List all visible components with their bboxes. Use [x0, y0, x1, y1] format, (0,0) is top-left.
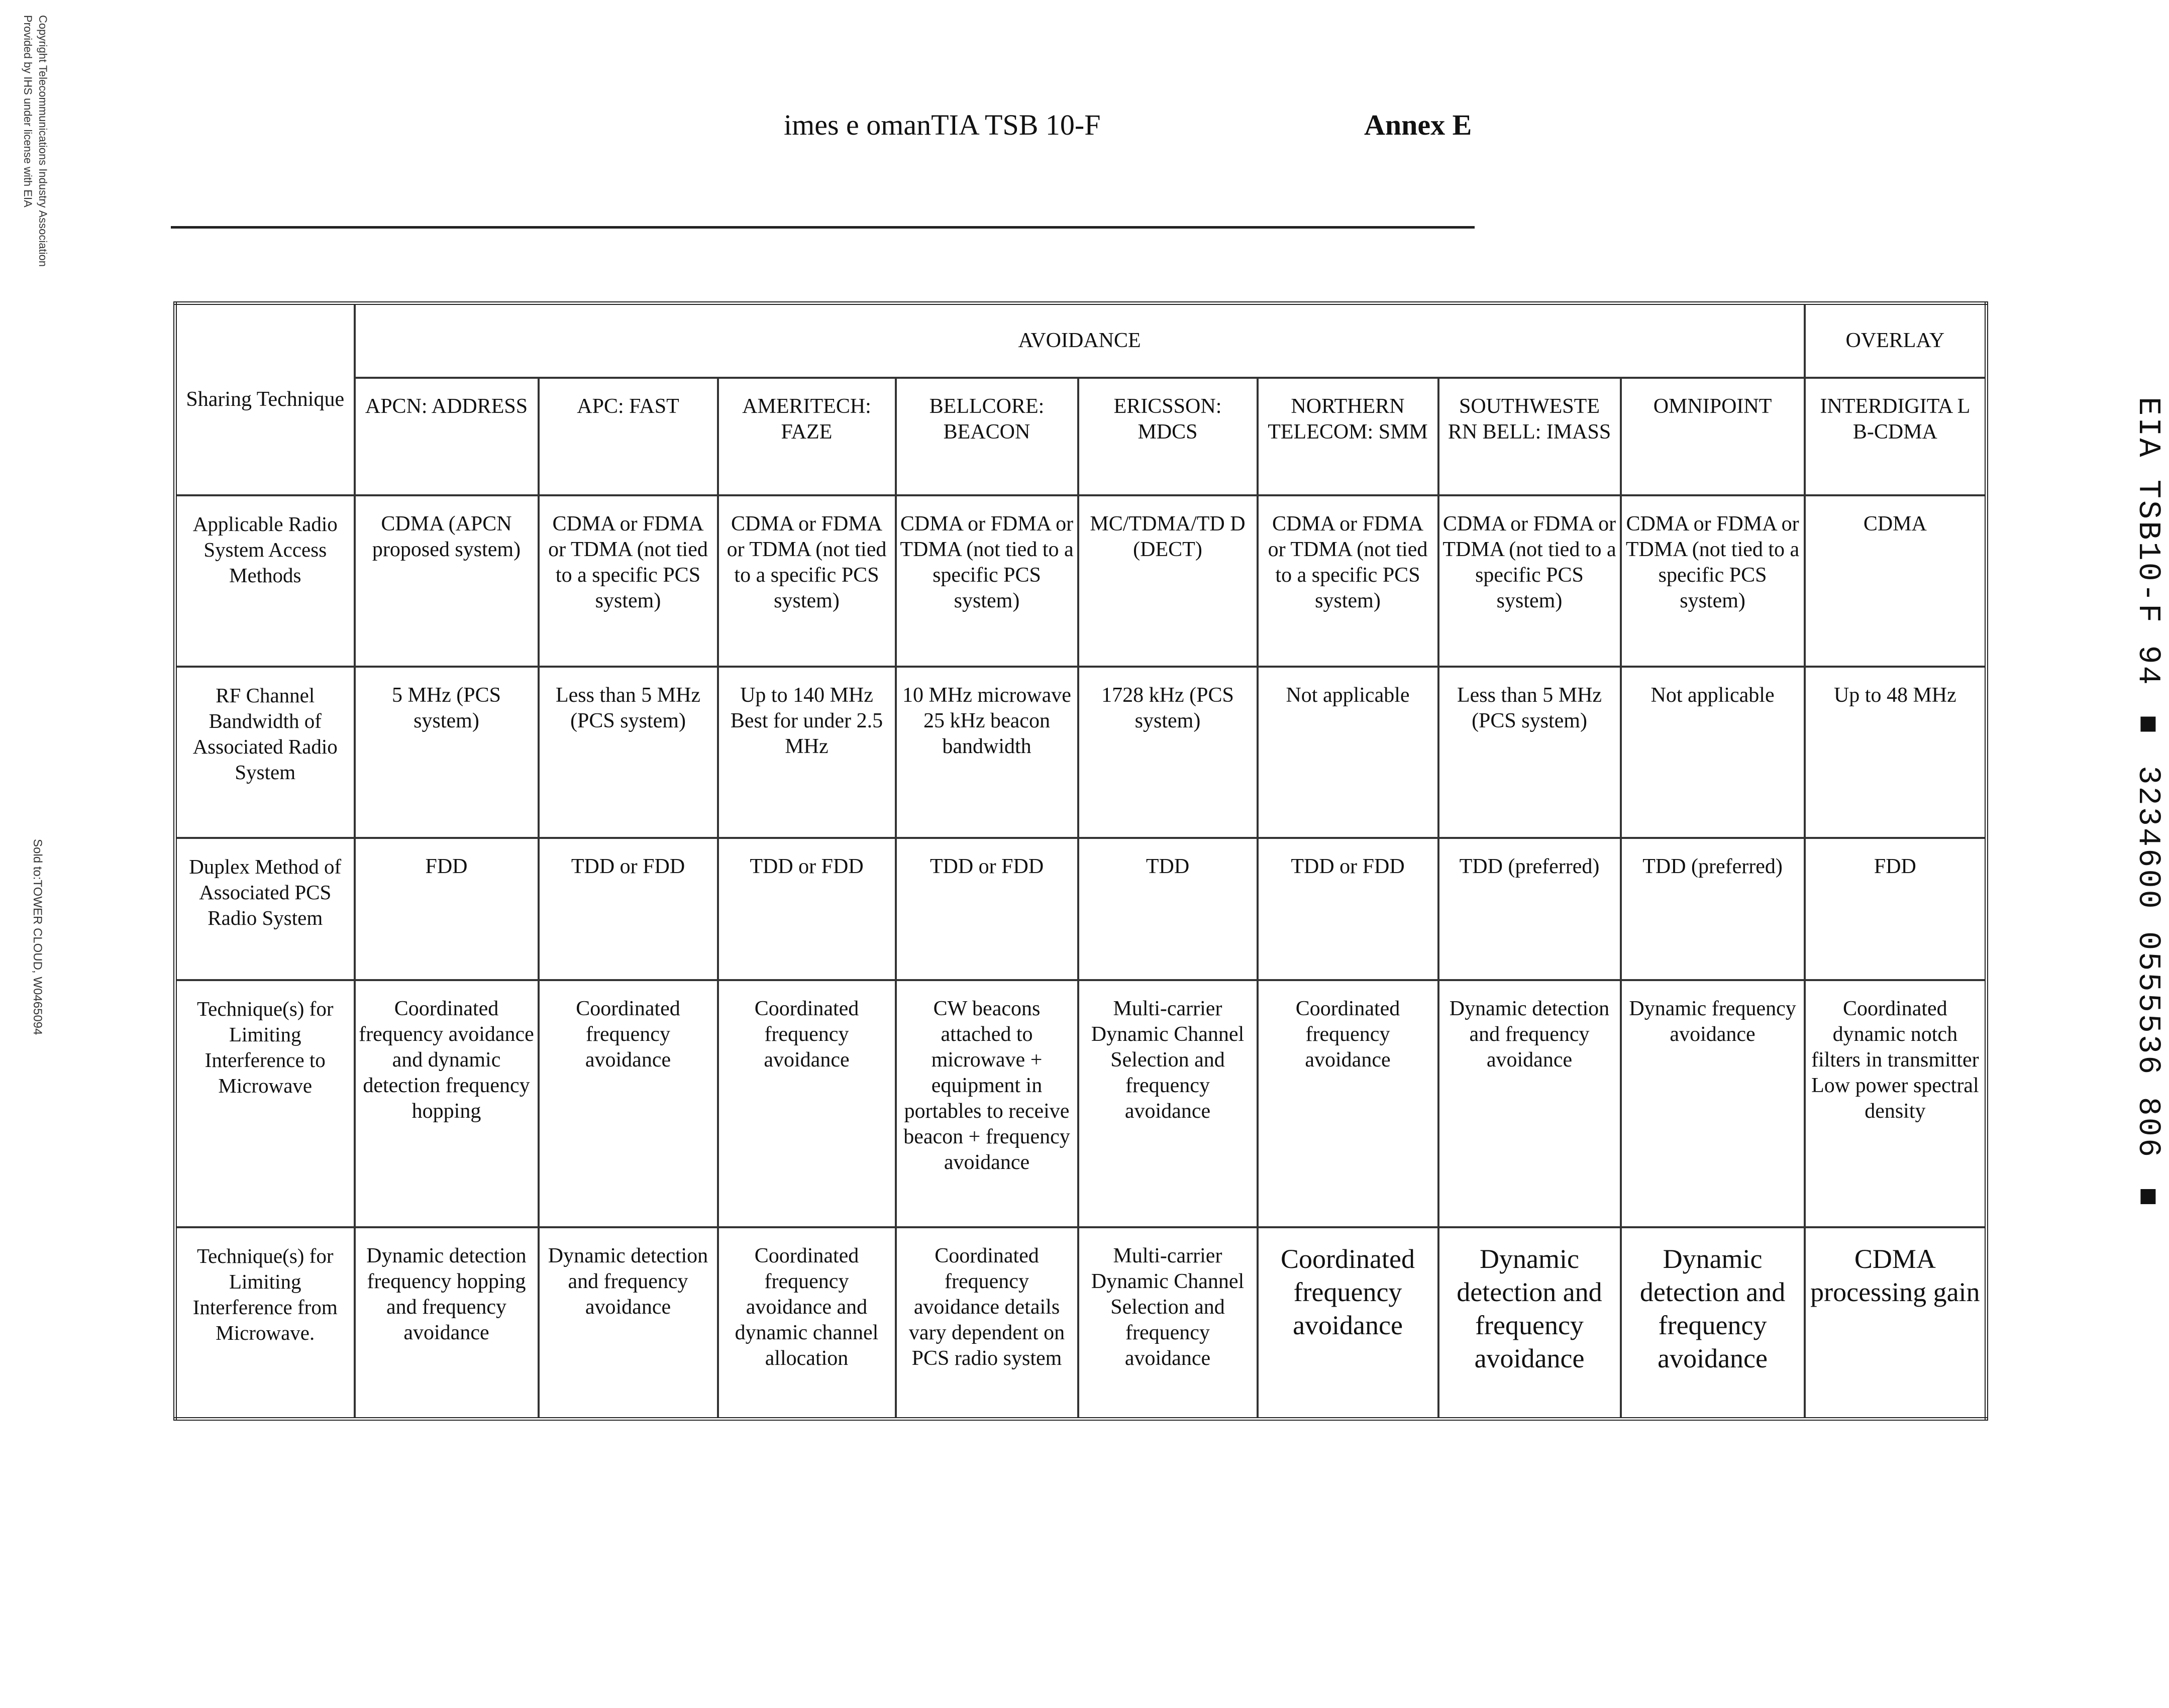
page-title: imes e omanTIA TSB 10-F — [784, 109, 1101, 141]
table-cell: CDMA — [1805, 495, 1987, 667]
sharing-technique-table — [173, 301, 1988, 1421]
table-cell: CDMA or FDMA or TDMA (not tied to a specific PCS system) — [1438, 495, 1621, 667]
table-cell: CW beacons attached to microwave + equipment in portables to receive beacon + frequency avoidance — [896, 980, 1078, 1227]
overlay-group-header: OVERLAY — [1805, 303, 1987, 378]
license-line: Provided by IHS under license with EIA — [22, 15, 34, 207]
table-cell: 5 MHz (PCS system) — [355, 667, 539, 838]
table-cell: Dynamic detection and frequency avoidance — [1438, 980, 1621, 1227]
table-cell: Coordinated dynamic notch filters in transmitter Low power spectral density — [1805, 980, 1987, 1227]
table-cell: Less than 5 MHz (PCS system) — [1438, 667, 1621, 838]
table-cell: TDD or FDD — [539, 838, 718, 980]
table-cell: Less than 5 MHz (PCS system) — [539, 667, 718, 838]
column-header: ERICSSON: MDCS — [1078, 378, 1258, 495]
table-cell: CDMA or FDMA or TDMA (not tied to a specific PCS system) — [1621, 495, 1805, 667]
table-cell: TDD — [1078, 838, 1258, 980]
table-cell: Coordinated frequency avoidance — [1258, 980, 1438, 1227]
table-cell: Coordinated frequency avoidance — [1258, 1227, 1438, 1419]
table-cell: Coordinated frequency avoidance and dynamic channel allocation — [718, 1227, 896, 1419]
table-cell: CDMA or FDMA or TDMA (not tied to a specific PCS system) — [539, 495, 718, 667]
copyright-line: Copyright Telecommunications Industry Association — [37, 15, 49, 267]
table-cell: Not applicable — [1621, 667, 1805, 838]
table-row — [175, 838, 1987, 980]
column-header: BELLCORE: BEACON — [896, 378, 1078, 495]
row-header: RF Channel Bandwidth of Associated Radio System — [175, 667, 355, 838]
table-cell: Dynamic detection and frequency avoidance — [539, 1227, 718, 1419]
table-row — [175, 1227, 1987, 1419]
header-rule — [171, 226, 1475, 229]
table-cell: FDD — [1805, 838, 1987, 980]
table-cell: Up to 48 MHz — [1805, 667, 1987, 838]
column-header: AMERITECH: FAZE — [718, 378, 896, 495]
table-cell: Coordinated frequency avoidance — [539, 980, 718, 1227]
column-header: APC: FAST — [539, 378, 718, 495]
copyright-notice — [20, 15, 50, 267]
row-header: Duplex Method of Associated PCS Radio System — [175, 838, 355, 980]
annex-label: Annex E — [1364, 109, 1472, 141]
table-cell: TDD or FDD — [718, 838, 896, 980]
table-cell: CDMA or FDMA or TDMA (not tied to a specific PCS system) — [1258, 495, 1438, 667]
table-cell: Coordinated frequency avoidance — [718, 980, 896, 1227]
table-cell: CDMA processing gain — [1805, 1227, 1987, 1419]
table-row — [175, 667, 1987, 838]
table-cell: 10 MHz microwave 25 kHz beacon bandwidth — [896, 667, 1078, 838]
table-cell: Dynamic frequency avoidance — [1621, 980, 1805, 1227]
sold-to-notice: Sold to:TOWER CLOUD, W0465094 — [31, 839, 44, 1035]
avoidance-group-header: AVOIDANCE — [355, 303, 1805, 378]
table-row — [175, 495, 1987, 667]
table-cell: TDD (preferred) — [1621, 838, 1805, 980]
table-cell: Coordinated frequency avoidance details vary dependent on PCS radio system — [896, 1227, 1078, 1419]
table-cell: Up to 140 MHz Best for under 2.5 MHz — [718, 667, 896, 838]
table-cell: 1728 kHz (PCS system) — [1078, 667, 1258, 838]
row-header: Technique(s) for Limiting Interference from Microwave. — [175, 1227, 355, 1419]
table-cell: TDD or FDD — [1258, 838, 1438, 980]
table-cell: MC/TDMA/TD D (DECT) — [1078, 495, 1258, 667]
table-cell: FDD — [355, 838, 539, 980]
column-header: APCN: ADDRESS — [355, 378, 539, 495]
table-cell: Dynamic detection and frequency avoidance — [1438, 1227, 1621, 1419]
table-cell: CDMA or FDMA or TDMA (not tied to a specific PCS system) — [896, 495, 1078, 667]
table-cell: Dynamic detection and frequency avoidance — [1621, 1227, 1805, 1419]
table-row — [175, 980, 1987, 1227]
document-code: EIA TSB10-F 94 ■ 3234600 0555536 806 ■ — [2130, 397, 2166, 1218]
table-cell: TDD or FDD — [896, 838, 1078, 980]
corner-header: Sharing Technique — [175, 303, 355, 495]
table-cell: Multi-carrier Dynamic Channel Selection and frequency avoidance — [1078, 1227, 1258, 1419]
row-header: Applicable Radio System Access Methods — [175, 495, 355, 667]
table-cell: TDD (preferred) — [1438, 838, 1621, 980]
table-cell: Coordinated frequency avoidance and dynamic detection frequency hopping — [355, 980, 539, 1227]
table-cell: Dynamic detection frequency hopping and frequency avoidance — [355, 1227, 539, 1419]
table-cell: CDMA (APCN proposed system) — [355, 495, 539, 667]
table-cell: Not applicable — [1258, 667, 1438, 838]
table-cell: Multi-carrier Dynamic Channel Selection and frequency avoidance — [1078, 980, 1258, 1227]
column-header: SOUTHWESTE RN BELL: IMASS — [1438, 378, 1621, 495]
table-cell: CDMA or FDMA or TDMA (not tied to a specific PCS system) — [718, 495, 896, 667]
column-header: NORTHERN TELECOM: SMM — [1258, 378, 1438, 495]
row-header: Technique(s) for Limiting Interference to Microwave — [175, 980, 355, 1227]
column-header: INTERDIGITA L B-CDMA — [1805, 378, 1987, 495]
column-header: OMNIPOINT — [1621, 378, 1805, 495]
